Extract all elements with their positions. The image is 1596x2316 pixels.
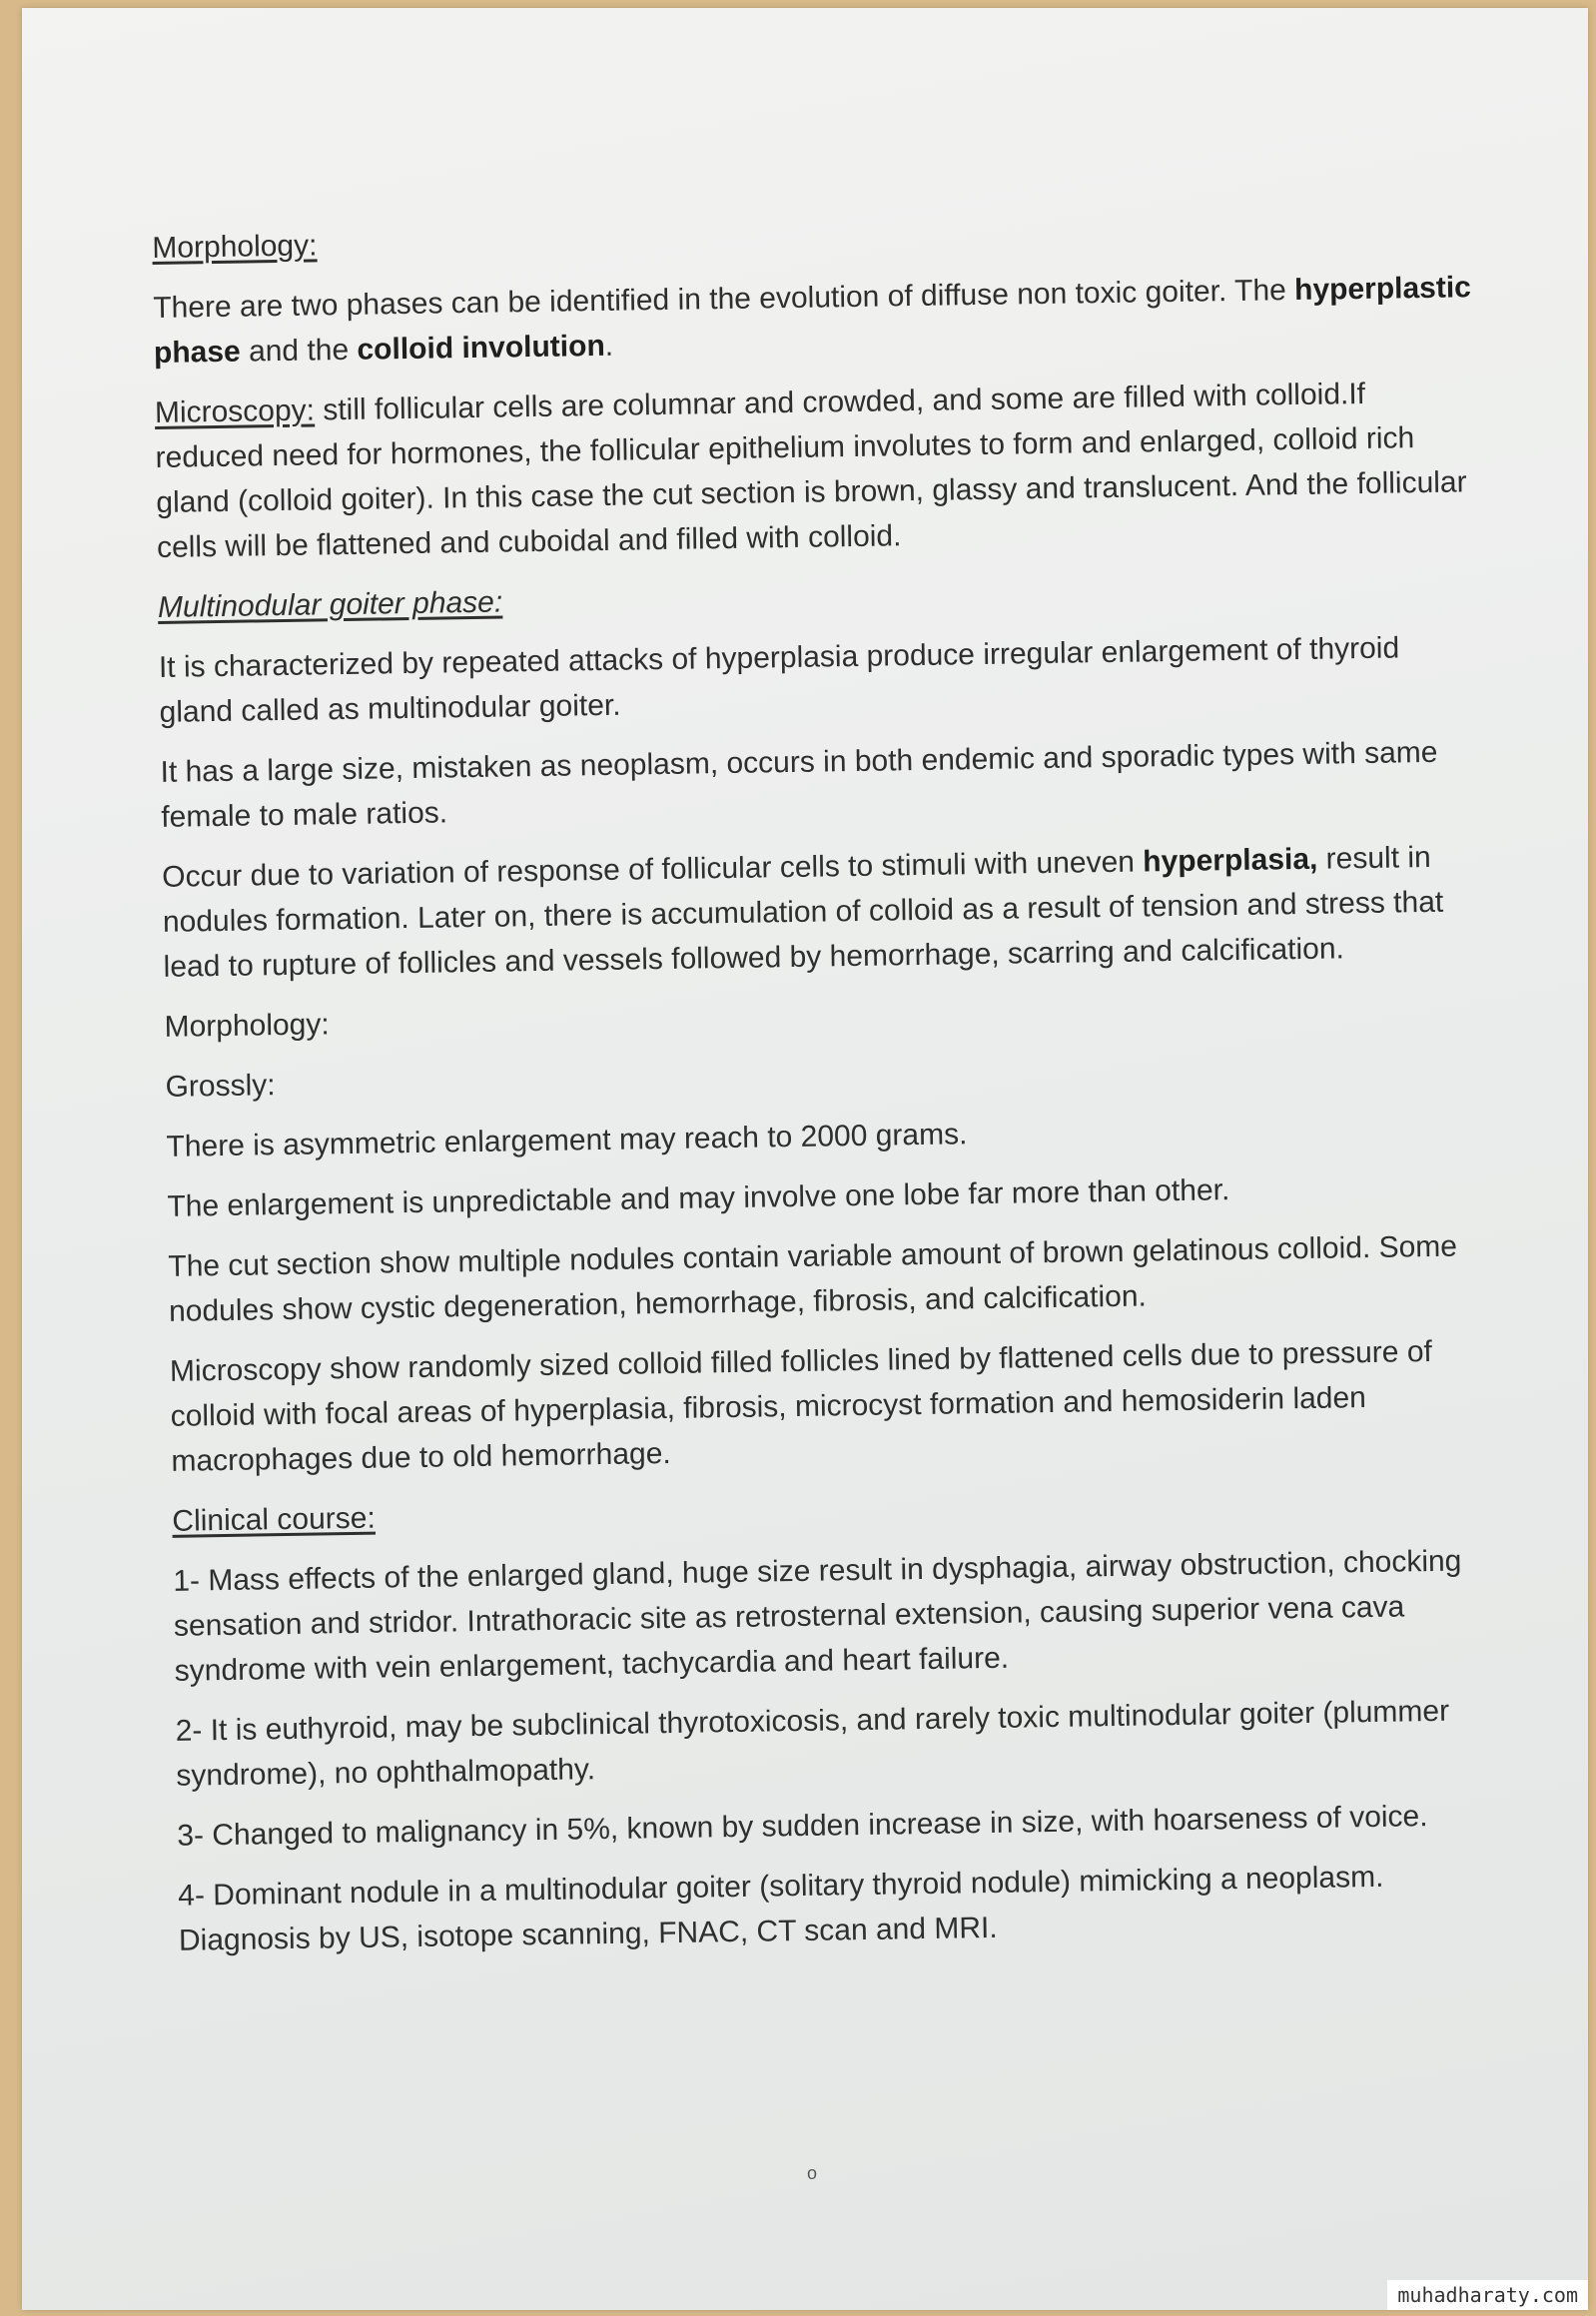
subheading-morphology: Morphology:: [164, 1008, 330, 1044]
paragraph-asymmetric: There is asymmetric enlargement may reach to 2000 grams.: [166, 1118, 968, 1163]
paragraph-phases: [153, 265, 1472, 376]
paragraph-microscopy-show: Microscopy show randomly sized colloid filled follicles lined by flattened cells due to pressure of colloid with focal areas of hyperplasia, fibrosis, microcyst formation and hemosiderin laden macrophages due to old hemorrhage.: [169, 1335, 1433, 1478]
document-body: [152, 205, 1497, 1978]
text-fragment: and the: [240, 333, 358, 369]
clinical-item-2: 2- It is euthyroid, may be subclinical thyrotoxicosis, and rarely toxic multinodular goiter (plummer syndrome), no ophthalmopathy.: [175, 1694, 1450, 1793]
clinical-item-4: 4- Dominant nodule in a multinodular goiter (solitary thyroid nodule) mimicking a neoplasm. Diagnosis by US, isotope scanning, FNAC, CT scan and MRI.: [178, 1860, 1384, 1957]
page-number-mark: o: [807, 2163, 818, 2183]
paragraph-characterized: It is characterized by repeated attacks of hyperplasia produce irregular enlargement of thyroid gland called as multinodular goiter.: [158, 631, 1400, 729]
clinical-item-3: 3- Changed to malignancy in 5%, known by sudden increase in size, with hoarseness of voice.: [177, 1800, 1428, 1853]
text-fragment: There are two phases can be identified in the evolution of diffuse non toxic goiter. The: [153, 274, 1295, 325]
heading-multinodular-goiter-phase: Multinodular goiter phase:: [157, 585, 503, 624]
text-fragment: result in nodules formation. Later on, there is accumulation of colloid as a result of tension and stress that lead to rupture of follicles and vessels followed by hemorrhage, scarring and calcification.: [162, 840, 1444, 984]
bold-term-hyperplastic-phase: hyperplastic phase: [153, 271, 1472, 370]
paragraph-unpredictable: The enlargement is unpredictable and may involve one lobe far more than other.: [167, 1173, 1230, 1223]
bold-term-colloid-involution: colloid involution: [357, 329, 606, 367]
subheading-grossly: Grossly:: [165, 1069, 276, 1104]
paragraph-large-size: It has a large size, mistaken as neoplasm, occurs in both endemic and sporadic types with same female to male ratios.: [160, 735, 1438, 834]
label-microscopy: Microscopy:: [154, 393, 316, 429]
bold-term-hyperplasia: hyperplasia,: [1143, 842, 1318, 879]
paper-page: [22, 8, 1588, 2310]
clinical-item-1: 1- Mass effects of the enlarged gland, huge size result in dysphagia, airway obstruction, chocking sensation and stridor. Intrathoracic site as retrosternal extension, causing superior vena cava syndrome with vein enlargement, tachycardia and heart failure.: [173, 1544, 1462, 1688]
watermark-label: muhadharaty.com: [1387, 2280, 1588, 2310]
heading-morphology: Morphology:: [152, 229, 318, 265]
text-fragment: still follicular cells are columnar and crowded, and some are filled with colloid.If reduced need for hormones, the follicular epithelium involutes to form and enlarged, colloid rich gland (colloid goiter). In this case the cut section is brown, glassy and translucent. And the follicular cells will be flattened and cuboidal and filled with colloid.: [155, 377, 1467, 564]
paragraph-cut-section: The cut section show multiple nodules contain variable amount of brown gelatinous colloid. Some nodules show cystic degeneration, hemorrhage, fibrosis, and calcification.: [168, 1229, 1458, 1328]
paragraph-occur: [162, 834, 1482, 990]
paragraph-microscopy: [155, 370, 1476, 570]
text-fragment: .: [604, 329, 614, 363]
text-fragment: Occur due to variation of response of follicular cells to stimuli with uneven: [161, 845, 1144, 894]
heading-clinical-course: Clinical course:: [172, 1501, 377, 1538]
